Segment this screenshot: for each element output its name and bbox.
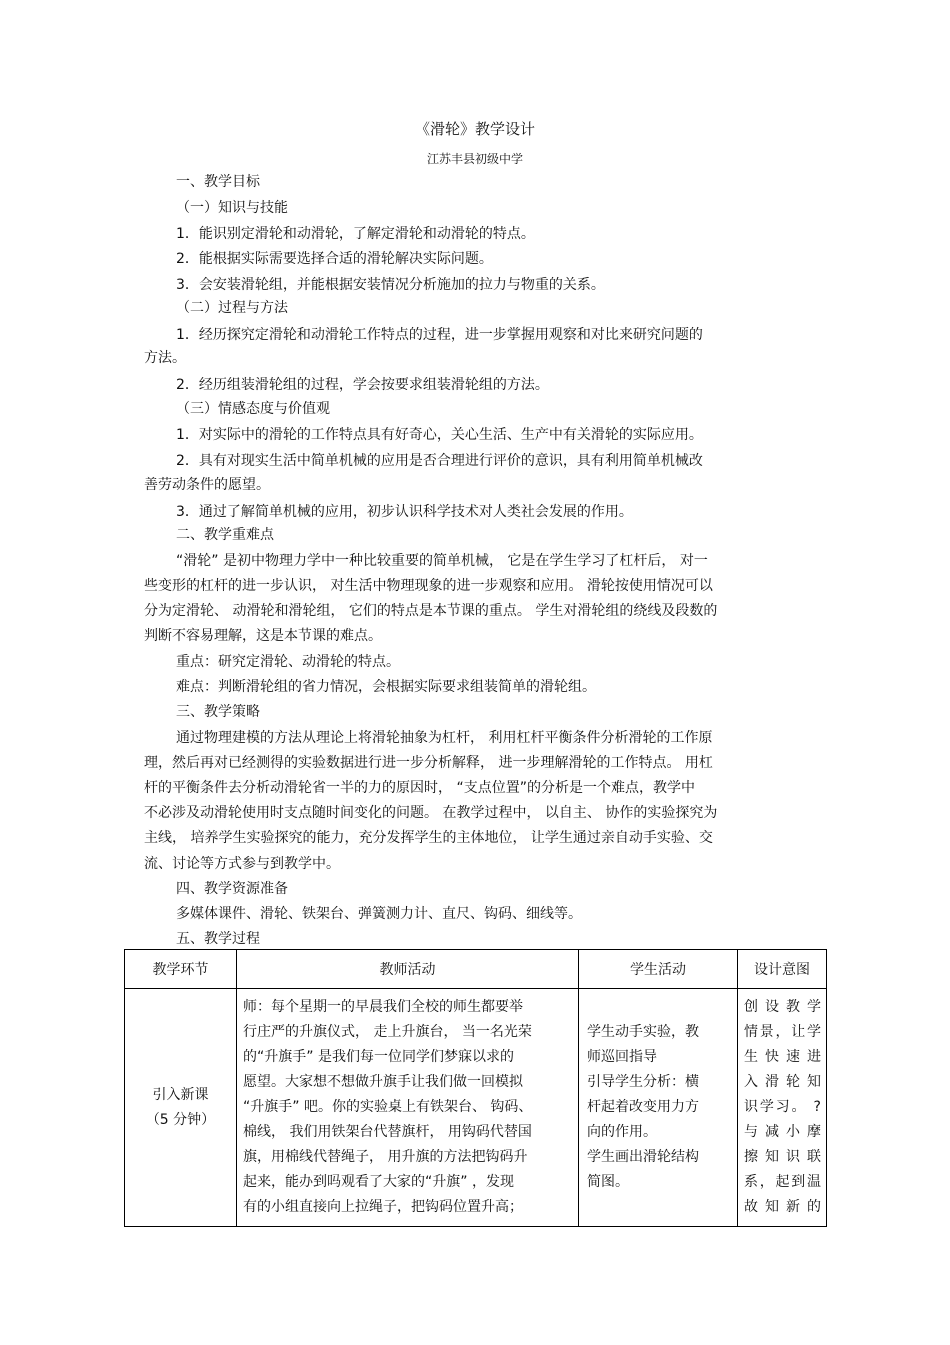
paragraph-line: 不必涉及动滑轮使用时支点随时间变化的问题。 在教学过程中， 以自主、 协作的实验探究为 bbox=[144, 805, 718, 821]
objective-item: 1．能识别定滑轮和动滑轮，了解定滑轮和动滑轮的特点。 bbox=[176, 226, 535, 242]
objective-item: 2．经历组装滑轮组的过程，学会按要求组装滑轮组的方法。 bbox=[176, 377, 549, 393]
stage-duration: （5 分钟） bbox=[145, 1111, 216, 1128]
paragraph-line: 理，然后再对已经测得的实验数据进行进一步分析解释， 进一步理解滑轮的工作特点。 用杠 bbox=[144, 755, 713, 771]
paragraph-line: 判断不容易理解，这是本节课的难点。 bbox=[144, 628, 382, 644]
teaching-process-table bbox=[124, 949, 827, 1227]
intent-line: 情景，让学 bbox=[744, 1024, 821, 1040]
paragraph-line: 主线， 培养学生实验探究的能力，充分发挥学生的主体地位， 让学生通过亲自动手实验、交 bbox=[144, 830, 713, 846]
cell-stage bbox=[125, 989, 237, 1227]
header-design-intent: 设计意图 bbox=[738, 950, 827, 989]
student-line: 向的作用。 bbox=[587, 1124, 657, 1140]
objective-item: 2．能根据实际需要选择合适的滑轮解决实际问题。 bbox=[176, 251, 493, 267]
objective-item: 3．通过了解简单机械的应用，初步认识科学技术对人类社会发展的作用。 bbox=[176, 504, 633, 520]
paragraph-line: 些变形的杠杆的进一步认识， 对生活中物理现象的进一步观察和应用。 滑轮按使用情况可以 bbox=[144, 578, 713, 594]
cell-teacher-activity bbox=[237, 989, 579, 1227]
objective-item: 2．具有对现实生活中简单机械的应用是否合理进行评价的意识，具有利用简单机械改 bbox=[176, 453, 703, 469]
section-heading-resources: 四、教学资源准备 bbox=[176, 881, 288, 897]
objective-item: 1．经历探究定滑轮和动滑轮工作特点的过程，进一步掌握用观察和对比来研究问题的 bbox=[176, 327, 703, 343]
section-heading-strategy: 三、教学策略 bbox=[176, 704, 260, 720]
teacher-line: “升旗手” 吧。你的实验桌上有铁架台、 钩码、 bbox=[243, 1099, 533, 1115]
intent-line: 入滑轮知 bbox=[744, 1074, 821, 1090]
subheading-attitude: （三）情感态度与价值观 bbox=[176, 401, 330, 417]
document-title: 《滑轮》教学设计 bbox=[414, 120, 535, 138]
student-line: 学生画出滑轮结构 bbox=[587, 1149, 699, 1165]
header-teacher-activity: 教师活动 bbox=[237, 950, 579, 989]
objective-item-continued: 方法。 bbox=[144, 350, 186, 366]
document-author: 江苏丰县初级中学 bbox=[426, 152, 523, 166]
intent-line: 擦知识联 bbox=[744, 1149, 821, 1165]
objective-item: 1．对实际中的滑轮的工作特点具有好奇心，关心生活、生产中有关滑轮的实际应用。 bbox=[176, 427, 703, 443]
teacher-line: 旗，用棉线代替绳子， 用升旗的方法把钩码升 bbox=[243, 1149, 528, 1165]
intent-line: 创设教学 bbox=[744, 999, 821, 1015]
intent-line: 与减小摩 bbox=[744, 1124, 821, 1140]
teacher-line: 愿望。大家想不想做升旗手让我们做一回模拟 bbox=[243, 1074, 523, 1090]
intent-line: 故知新的 bbox=[744, 1199, 821, 1215]
header-student-activity: 学生活动 bbox=[579, 950, 738, 989]
student-line: 师巡回指导 bbox=[587, 1049, 657, 1065]
intent-line: 识学习。 ? bbox=[744, 1099, 821, 1115]
stage-name: 引入新课 bbox=[152, 1086, 209, 1103]
subheading-knowledge: （一）知识与技能 bbox=[176, 200, 288, 216]
teacher-line: 起来，能办到吗观看了大家的“升旗” ，发现 bbox=[243, 1174, 514, 1190]
paragraph-line: “滑轮” 是初中物理力学中一种比较重要的简单机械， 它是在学生学习了杠杆后， 对一 bbox=[176, 553, 708, 569]
teacher-line: 行庄严的升旗仪式， 走上升旗台， 当一名光荣 bbox=[243, 1024, 532, 1040]
paragraph-line: 杆的平衡条件去分析动滑轮省一半的力的原因时， “支点位置”的分析是一个难点，教学中 bbox=[144, 780, 695, 796]
paragraph-line: 通过物理建模的方法从理论上将滑轮抽象为杠杆， 利用杠杆平衡条件分析滑轮的工作原 bbox=[176, 730, 713, 746]
key-point: 重点：研究定滑轮、动滑轮的特点。 bbox=[176, 654, 400, 670]
objective-item-continued: 善劳动条件的愿望。 bbox=[144, 477, 270, 493]
cell-student-activity bbox=[579, 989, 738, 1227]
student-line: 学生动手实验，教 bbox=[587, 1024, 699, 1040]
objective-item: 3．会安装滑轮组，并能根据安装情况分析施加的拉力与物重的关系。 bbox=[176, 277, 605, 293]
teacher-line: 的“升旗手” 是我们每一位同学们梦寐以求的 bbox=[243, 1049, 514, 1065]
paragraph-line: 分为定滑轮、 动滑轮和滑轮组， 它们的特点是本节课的重点。 学生对滑轮组的绕线及段数的 bbox=[144, 603, 718, 619]
table-header-row bbox=[125, 950, 827, 989]
teacher-line: 师：每个星期一的早晨我们全校的师生都要举 bbox=[243, 999, 523, 1015]
intent-line: 系，起到温 bbox=[744, 1174, 821, 1190]
student-line: 简图。 bbox=[587, 1174, 629, 1190]
header-stage: 教学环节 bbox=[125, 950, 237, 989]
teacher-line: 有的小组直接向上拉绳子，把钩码位置升高； bbox=[243, 1199, 523, 1215]
teacher-line: 棉线， 我们用铁架台代替旗杆， 用钩码代替国 bbox=[243, 1124, 532, 1140]
difficult-point: 难点：判断滑轮组的省力情况，会根据实际要求组装简单的滑轮组。 bbox=[176, 679, 596, 695]
paragraph-line: 流、讨论等方式参与到教学中。 bbox=[144, 856, 340, 872]
section-heading-key-points: 二、教学重难点 bbox=[176, 527, 274, 543]
student-line: 杆起着改变用力方 bbox=[587, 1099, 699, 1115]
student-line: 引导学生分析：横 bbox=[587, 1074, 699, 1090]
subheading-process: （二）过程与方法 bbox=[176, 300, 288, 316]
intent-line: 生快速进 bbox=[744, 1049, 821, 1065]
section-heading-objectives: 一、教学目标 bbox=[176, 174, 260, 190]
resources-text: 多媒体课件、滑轮、铁架台、弹簧测力计、直尺、钩码、细线等。 bbox=[176, 906, 582, 922]
table-row bbox=[125, 989, 827, 1227]
section-heading-process: 五、教学过程 bbox=[176, 931, 260, 947]
cell-design-intent bbox=[738, 989, 827, 1227]
